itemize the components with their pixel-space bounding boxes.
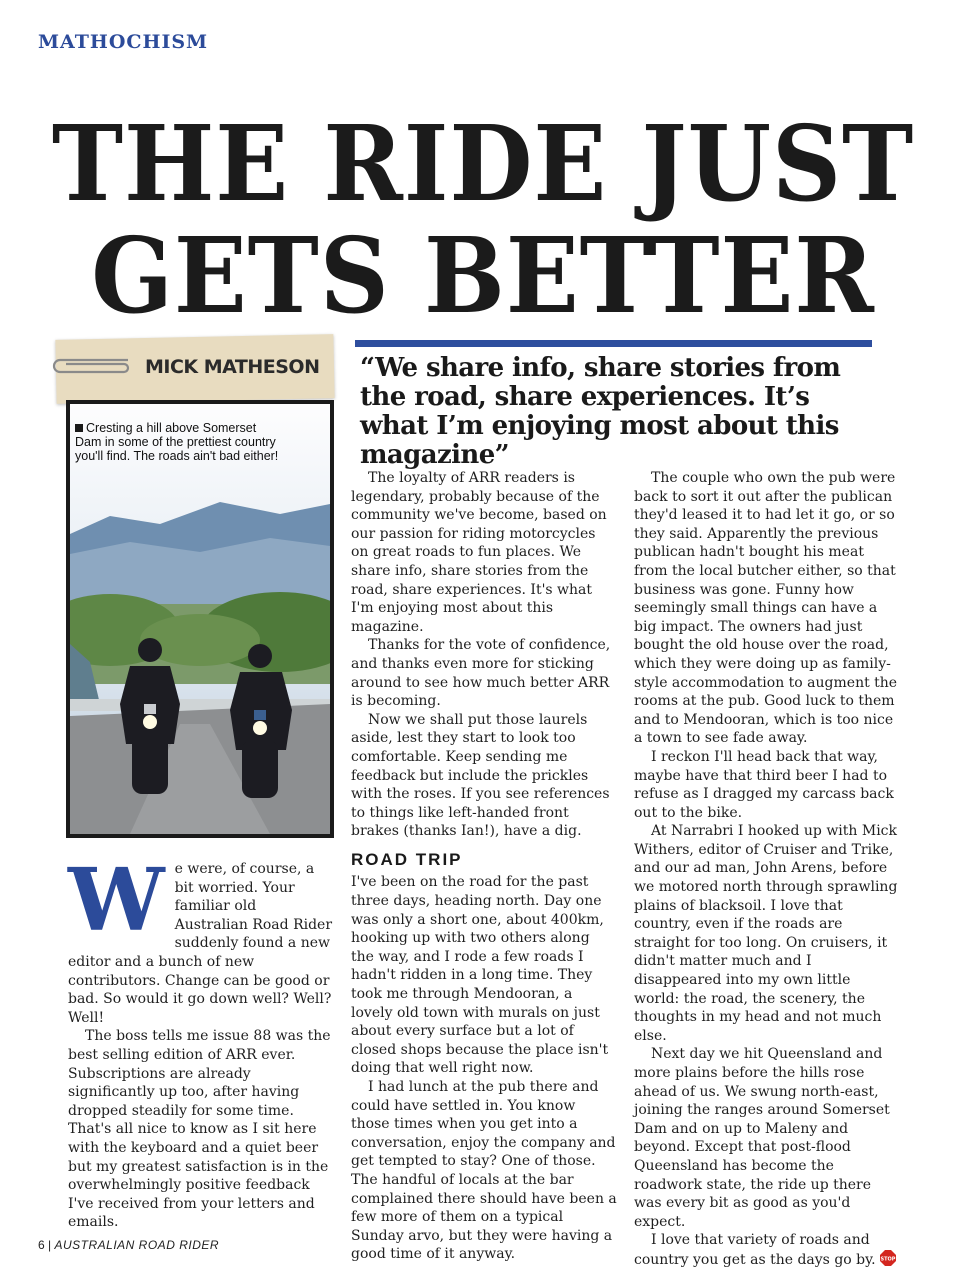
paragraph: The boss tells me issue 88 was the best selling edition of ARR ever. Subscriptions are already significantly up too, after having dropped steadily for some time. That's all nice to know as I sit here with the keyboard and a quiet beer but my greatest satisfaction is in the overwhelmingly positive feedback I've received from your letters and emails. [68,1028,331,1231]
pull-quote-rule [355,340,872,347]
byline: MICK MATHESON [145,356,320,378]
footer-separator: | [48,1238,52,1252]
paragraph: The loyalty of ARR readers is legendary, probably because of the community we've become, based on our passion for riding motorcycles on great roads to fun places. We share info, share stories from the road, share experiences. It's what I'm enjoying most about this magazine. [351,470,607,635]
column-1 [68,850,333,1232]
paragraph: I had lunch at the pub there and could have settled in. You know those times when you get into a conversation, enjoy the company and get tempted to stay? One of those. The handful of locals at the bar complained there should have been a few more of them on a typical Sunday arvo, but they were having a good time of it anyway. [351,1079,617,1263]
paragraph: Thanks for the vote of confidence, and thanks even more for sticking around to see how much better ARR is becoming. [351,637,611,710]
subhead-road-trip: ROAD TRIP [351,849,463,869]
paragraph: e were, of course, a bit worried. Your familiar old Australian Road Rider suddenly found a new editor and a bunch of new contributors. Change can be good or bad. So would it go down well? Well? Well! [68,861,333,1026]
drop-cap: W [68,850,165,951]
caption-text: Cresting a hill above Somerset Dam in some of the prettiest country you'll find. The roads ain't bad either! [75,421,279,463]
page-footer [38,1238,219,1252]
photo-caption [75,421,280,463]
publication-name: AUSTRALIAN ROAD RIDER [54,1238,220,1252]
paperclip-icon [48,354,132,376]
paragraph-text: I love that variety of roads and country you get as the days go by. [634,1232,876,1268]
pull-quote: “We share info, share stories from the road, share experiences. It’s what I’m enjoying most about this magazine” [360,353,841,470]
headline: THE RIDE JUST GETS BETTER [51,102,915,337]
paragraph: I've been on the road for the past three days, heading north. Day one was only a short one, about 400km, hooking up with two others along the way, and I rode a few roads I hadn't ridden in a long time. They took me through Mendooran, a lovely old town with murals on just about every surface but a lot of closed shops because the place isn't doing that well right now. [351,874,609,1077]
paragraph: The couple who own the pub were back to sort it out after the publican they'd leased it to had let it go, or so they said. Apparently the previous publican hadn't bought his meat from the local butcher either, so that business was gone. Funny how seemingly small things can have a big impact. The owners had just bought the old house over the road, which they were doing up as family-style accommodation to augment the rooms at the pub. Good luck to them and to Mendooran, which is too nice a town to see fade away. [634,470,898,747]
paragraph: Now we shall put those laurels aside, lest they start to look too comfortable. Keep sending me feedback but include the prickles with the roses. If you see references to things like left-handed front brakes (thanks Ian!), have a dig. [351,711,610,840]
stop-sign-text: STOP [880,1256,896,1263]
caption-bullet-icon [75,424,83,432]
paragraph: I reckon I'll head back that way, maybe have that third beer I had to refuse as I dragged my carcass back out to the bike. [634,748,894,821]
stop-sign-icon [880,1250,896,1266]
column-2 [351,469,617,1264]
column-3 [634,469,898,1270]
section-label: MATHOCHISM [38,31,209,53]
photo [66,400,334,838]
page-number: 6 [38,1238,45,1252]
paragraph: At Narrabri I hooked up with Mick Withers, editor of Cruiser and Trike, and our ad man, John Arens, before we motored north through sprawling plains of blacksoil. I love that country, even if the roads are straight for too long. On cruisers, it didn't matter much and I disappeared into my own little world: the road, the scenery, the thoughts in my head and not much else. [634,823,898,1044]
paragraph: Next day we hit Queensland and more plains before the hills rose ahead of us. We swung north-east, joining the ranges around Somerset Dam and on up to Maleny and beyond. Except that post-flood Queensland has become the roadwork state, the ride up there was every bit as good as you'd expect. [634,1046,890,1230]
paragraph-last [634,1231,898,1269]
